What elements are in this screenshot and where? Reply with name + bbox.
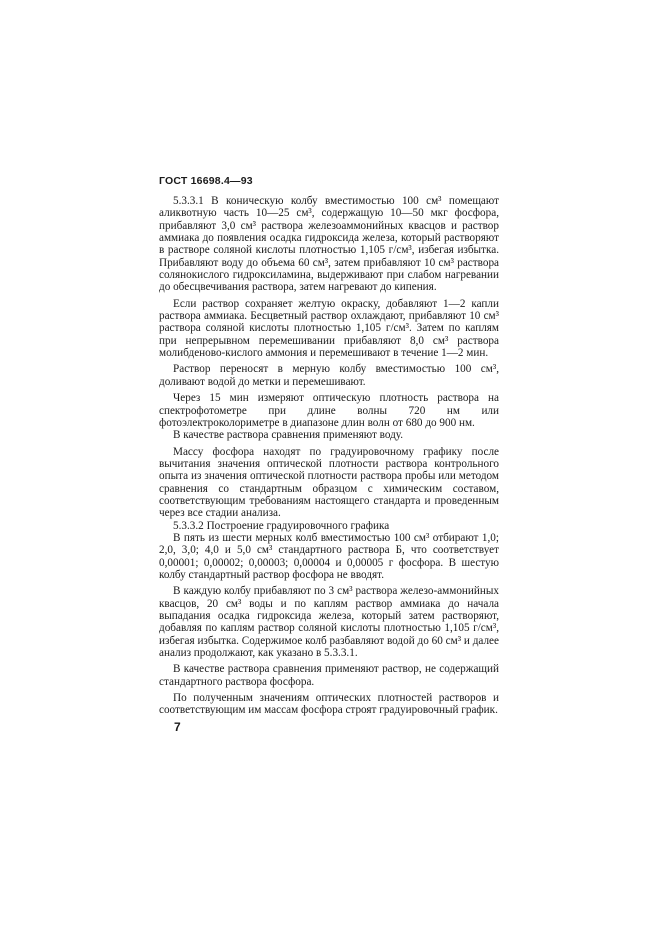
paragraph-volumetric-flask: Раствор переносят в мерную колбу вместимостью 100 см³, доливают водой до метки и перемешивают. <box>159 363 499 388</box>
paragraph-yellow-color: Если раствор сохраняет желтую окраску, добавляют 1—2 капли раствора аммиака. Бесцветный раствор охлаждают, прибавляют 10 см³ раствора соляной кислоты плотностью 1,105 г/см³. Затем по каплям при непрерывном перемешивании прибавляют 8,0 см³ раствора молибденово-кислого аммония и перемешивают в течение 1—2 мин. <box>159 297 499 360</box>
standard-header: ГОСТ 16698.4—93 <box>159 175 253 187</box>
paragraph-optical-density: Через 15 мин измеряют оптическую плотность раствора на спектрофотометре при длине волны 720 нм или фотоэлектроколориметре в диапазоне длин волн от 680 до 900 нм. <box>159 392 499 429</box>
paragraph-5-3-3-1: 5.3.3.1 В коническую колбу вместимостью 100 см³ помещают аликвотную часть 10—25 см³, содержащую 10—50 мкг фосфора, прибавляют 3,0 см³ раствора железоаммонийных квасцов и раствор аммиака до появления осадка гидроксида железа, который растворяют в растворе соляной кислоты плотностью 1,105 г/см³, избегая избытка. Прибавляют воду до объема 60 см³, затем прибавляют 10 см³ раствора солянокислого гидроксиламина, выдерживают при слабом нагревании до обесцвечивания раствора, затем нагревают до кипения. <box>159 195 499 294</box>
page-number: 7 <box>174 720 181 734</box>
paragraph-reference-solution: В качестве раствора сравнения применяют раствор, не содержащий стандартного раствора фосфора. <box>159 663 499 688</box>
paragraph-six-flasks: В пять из шести мерных колб вместимостью 100 см³ отбирают 1,0; 2,0, 3,0; 4,0 и 5,0 см³ стандартного раствора Б, что соответствует 0,00001; 0,00002; 0,00003; 0,00004 и 0,00005 г фосфора. В шестую колбу стандартный раствор фосфора не вводят. <box>159 531 499 581</box>
paragraph-iron-alum: В каждую колбу прибавляют по 3 см³ раствора железо-аммонийных квасцов, 20 см³ воды и по каплям раствор аммиака до начала выпадания осадка гидроксида железа, который затем растворяют, добавляя по каплям раствор соляной кислоты плотностью 1,105 г/см³, избегая избытка. Содержимое колб разбавляют водой до 60 см³ и далее анализ продолжают, как указано в 5.3.3.1. <box>159 585 499 660</box>
section-heading-5-3-3-2: 5.3.3.2 Построение градуировочного графика <box>173 519 390 532</box>
body-text <box>159 195 499 717</box>
paragraph-calibration-graph: По полученным значениям оптических плотностей растворов и соответствующим им массам фосфора строят градуировочный график. <box>159 692 499 717</box>
paragraph-phosphorus-mass: Массу фосфора находят по градуировочному графику после вычитания значения оптической плотности раствора контрольного опыта из значения оптической плотности раствора пробы или методом сравнения со стандартным образцом с химическим составом, соответствующим требованиям настоящего стандарта и проведенным через все стадии анализа. <box>159 445 499 520</box>
paragraph-reference-water: В качестве раствора сравнения применяют воду. <box>173 429 404 442</box>
